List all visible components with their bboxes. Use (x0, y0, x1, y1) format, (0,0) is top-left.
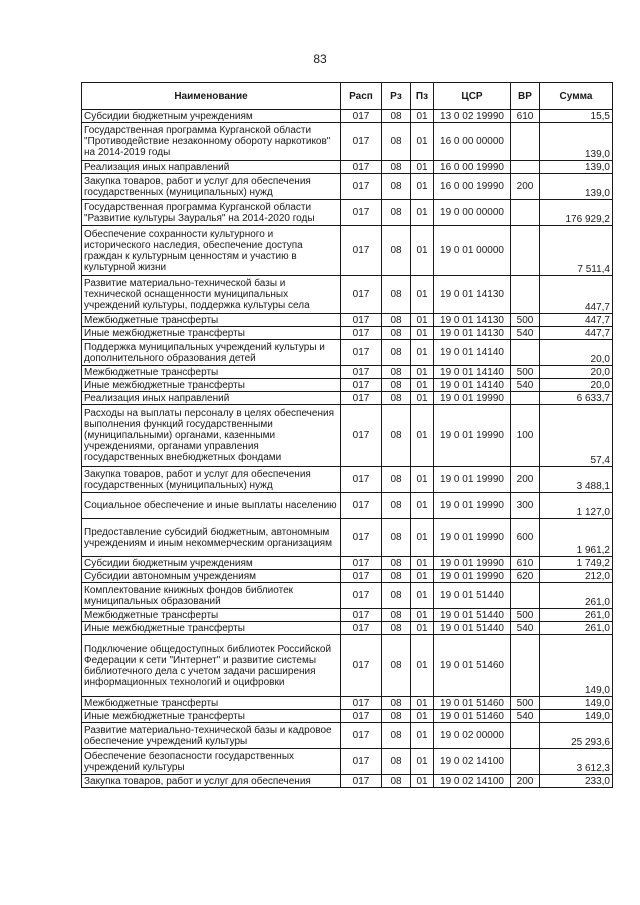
cell-pz: 01 (411, 340, 434, 366)
cell-pz: 01 (411, 570, 434, 583)
cell-rz: 08 (382, 622, 411, 635)
cell-sum: 20,0 (540, 379, 613, 392)
cell-pz: 01 (411, 110, 434, 123)
cell-pz: 01 (411, 635, 434, 697)
table-row (82, 493, 613, 519)
cell-pz: 01 (411, 161, 434, 174)
cell-pz: 01 (411, 710, 434, 723)
cell-vr (511, 123, 540, 161)
cell-vr: 600 (511, 519, 540, 557)
cell-pz: 01 (411, 392, 434, 405)
cell-csr: 19 0 01 19990 (434, 405, 511, 467)
cell-name: Межбюджетные трансферты (82, 314, 341, 327)
cell-vr (511, 723, 540, 749)
col-header-vr: ВР (511, 83, 540, 110)
cell-vr: 200 (511, 775, 540, 788)
table-row (82, 366, 613, 379)
cell-vr (511, 392, 540, 405)
table-row (82, 609, 613, 622)
cell-sum: 20,0 (540, 366, 613, 379)
cell-rasp: 017 (341, 226, 382, 276)
cell-rz: 08 (382, 379, 411, 392)
cell-name: Расходы на выплаты персоналу в целях обеспечения выполнения функций государственными (муниципальными) органами, казенными учреждениями, органами управления государственных внебюджетных фондами (82, 405, 341, 467)
cell-vr: 300 (511, 493, 540, 519)
table-row (82, 710, 613, 723)
table-row (82, 392, 613, 405)
cell-pz: 01 (411, 226, 434, 276)
cell-pz: 01 (411, 314, 434, 327)
table-row (82, 226, 613, 276)
table-row (82, 314, 613, 327)
cell-rz: 08 (382, 314, 411, 327)
cell-csr: 19 0 01 51460 (434, 710, 511, 723)
cell-rz: 08 (382, 200, 411, 226)
cell-vr: 540 (511, 710, 540, 723)
table-row (82, 583, 613, 609)
cell-name: Закупка товаров, работ и услуг для обеспечения государственных (муниципальных) нужд (82, 467, 341, 493)
cell-rasp: 017 (341, 710, 382, 723)
cell-name: Развитие материально-технической базы и технической оснащенности муниципальных учреждений культуры, поддержка культуры села (82, 276, 341, 314)
cell-rz: 08 (382, 467, 411, 493)
table-row (82, 276, 613, 314)
cell-sum: 3 612,3 (540, 749, 613, 775)
cell-pz: 01 (411, 405, 434, 467)
cell-pz: 01 (411, 276, 434, 314)
cell-rasp: 017 (341, 366, 382, 379)
cell-rz: 08 (382, 366, 411, 379)
table-row (82, 570, 613, 583)
cell-pz: 01 (411, 749, 434, 775)
cell-csr: 19 0 01 14130 (434, 327, 511, 340)
cell-rz: 08 (382, 493, 411, 519)
cell-pz: 01 (411, 723, 434, 749)
cell-sum: 139,0 (540, 161, 613, 174)
cell-vr: 540 (511, 379, 540, 392)
cell-rz: 08 (382, 710, 411, 723)
table-row (82, 519, 613, 557)
cell-vr: 500 (511, 314, 540, 327)
cell-sum: 25 293,6 (540, 723, 613, 749)
cell-vr: 610 (511, 110, 540, 123)
cell-vr: 540 (511, 327, 540, 340)
cell-vr: 500 (511, 609, 540, 622)
cell-name: Иные межбюджетные трансферты (82, 327, 341, 340)
cell-rasp: 017 (341, 161, 382, 174)
cell-vr: 620 (511, 570, 540, 583)
cell-pz: 01 (411, 557, 434, 570)
cell-name: Поддержка муниципальных учреждений культуры и дополнительного образования детей (82, 340, 341, 366)
cell-rasp: 017 (341, 635, 382, 697)
cell-csr: 19 0 01 14130 (434, 276, 511, 314)
cell-pz: 01 (411, 775, 434, 788)
cell-name: Реализация иных направлений (82, 161, 341, 174)
cell-name: Реализация иных направлений (82, 392, 341, 405)
cell-rz: 08 (382, 749, 411, 775)
cell-rz: 08 (382, 161, 411, 174)
cell-sum: 447,7 (540, 327, 613, 340)
cell-rz: 08 (382, 340, 411, 366)
cell-pz: 01 (411, 583, 434, 609)
cell-name: Подключение общедоступных библиотек Российской Федерации к сети "Интернет" и развитие системы библиотечного дела с учетом задачи расширения информационных технологий и оцифровки (82, 635, 341, 697)
cell-rasp: 017 (341, 340, 382, 366)
cell-sum: 15,5 (540, 110, 613, 123)
cell-rz: 08 (382, 392, 411, 405)
cell-csr: 19 0 01 51440 (434, 622, 511, 635)
cell-name: Субсидии бюджетным учреждениям (82, 110, 341, 123)
cell-sum: 212,0 (540, 570, 613, 583)
cell-sum: 261,0 (540, 609, 613, 622)
cell-rz: 08 (382, 405, 411, 467)
header-row (82, 83, 613, 110)
cell-vr: 100 (511, 405, 540, 467)
col-header-rz: Рз (382, 83, 411, 110)
cell-csr: 19 0 01 19990 (434, 493, 511, 519)
cell-csr: 16 0 00 19990 (434, 161, 511, 174)
cell-vr (511, 635, 540, 697)
cell-rasp: 017 (341, 174, 382, 200)
cell-name: Обеспечение безопасности государственных учреждений культуры (82, 749, 341, 775)
cell-rasp: 017 (341, 749, 382, 775)
cell-sum: 1 961,2 (540, 519, 613, 557)
cell-sum: 149,0 (540, 710, 613, 723)
cell-vr (511, 200, 540, 226)
cell-csr: 16 0 00 19990 (434, 174, 511, 200)
cell-sum: 233,0 (540, 775, 613, 788)
cell-rz: 08 (382, 697, 411, 710)
cell-rasp: 017 (341, 379, 382, 392)
cell-rasp: 017 (341, 519, 382, 557)
cell-rz: 08 (382, 276, 411, 314)
cell-rz: 08 (382, 775, 411, 788)
cell-vr (511, 749, 540, 775)
cell-pz: 01 (411, 609, 434, 622)
cell-rasp: 017 (341, 314, 382, 327)
cell-rz: 08 (382, 226, 411, 276)
cell-name: Субсидии автономным учреждениям (82, 570, 341, 583)
cell-csr: 19 0 01 14130 (434, 314, 511, 327)
cell-sum: 1 749,2 (540, 557, 613, 570)
cell-name: Межбюджетные трансферты (82, 366, 341, 379)
table-row (82, 697, 613, 710)
cell-rasp: 017 (341, 392, 382, 405)
cell-rz: 08 (382, 723, 411, 749)
cell-name: Развитие материально-технической базы и кадровое обеспечение учреждений культуры (82, 723, 341, 749)
cell-csr: 19 0 01 14140 (434, 340, 511, 366)
cell-csr: 19 0 01 51460 (434, 697, 511, 710)
cell-rz: 08 (382, 519, 411, 557)
cell-rasp: 017 (341, 405, 382, 467)
cell-pz: 01 (411, 622, 434, 635)
cell-rz: 08 (382, 635, 411, 697)
cell-sum: 149,0 (540, 635, 613, 697)
cell-rz: 08 (382, 570, 411, 583)
cell-sum: 447,7 (540, 314, 613, 327)
cell-rz: 08 (382, 123, 411, 161)
cell-csr: 19 0 01 51460 (434, 635, 511, 697)
table-row (82, 749, 613, 775)
cell-vr: 610 (511, 557, 540, 570)
cell-name: Межбюджетные трансферты (82, 609, 341, 622)
col-header-sum: Сумма (540, 83, 613, 110)
cell-rasp: 017 (341, 110, 382, 123)
col-header-pz: Пз (411, 83, 434, 110)
table-row (82, 379, 613, 392)
cell-sum: 57,4 (540, 405, 613, 467)
cell-sum: 139,0 (540, 174, 613, 200)
cell-csr: 19 0 01 51440 (434, 583, 511, 609)
cell-rz: 08 (382, 583, 411, 609)
table-row (82, 200, 613, 226)
cell-pz: 01 (411, 174, 434, 200)
cell-pz: 01 (411, 327, 434, 340)
table-row (82, 557, 613, 570)
cell-rz: 08 (382, 110, 411, 123)
table-row (82, 723, 613, 749)
cell-sum: 6 633,7 (540, 392, 613, 405)
budget-table (81, 82, 613, 788)
cell-rasp: 017 (341, 609, 382, 622)
table-row (82, 340, 613, 366)
cell-csr: 19 0 01 19990 (434, 557, 511, 570)
cell-name: Комплектование книжных фондов библиотек муниципальных образований (82, 583, 341, 609)
cell-sum: 447,7 (540, 276, 613, 314)
cell-csr: 19 0 01 19990 (434, 392, 511, 405)
cell-rz: 08 (382, 327, 411, 340)
cell-name: Предоставление субсидий бюджетным, автономным учреждениям и иным некоммерческим организациям (82, 519, 341, 557)
table-row (82, 174, 613, 200)
cell-rasp: 017 (341, 467, 382, 493)
cell-csr: 19 0 01 19990 (434, 519, 511, 557)
cell-name: Иные межбюджетные трансферты (82, 710, 341, 723)
cell-rasp: 017 (341, 570, 382, 583)
cell-rasp: 017 (341, 723, 382, 749)
cell-sum: 3 488,1 (540, 467, 613, 493)
cell-name: Субсидии бюджетным учреждениям (82, 557, 341, 570)
cell-csr: 19 0 01 14140 (434, 366, 511, 379)
cell-rasp: 017 (341, 200, 382, 226)
cell-vr: 500 (511, 697, 540, 710)
cell-sum: 261,0 (540, 583, 613, 609)
cell-sum: 20,0 (540, 340, 613, 366)
cell-vr (511, 161, 540, 174)
cell-sum: 149,0 (540, 697, 613, 710)
cell-pz: 01 (411, 379, 434, 392)
cell-csr: 13 0 02 19990 (434, 110, 511, 123)
cell-pz: 01 (411, 467, 434, 493)
cell-sum: 261,0 (540, 622, 613, 635)
cell-rasp: 017 (341, 493, 382, 519)
cell-vr (511, 226, 540, 276)
cell-rasp: 017 (341, 123, 382, 161)
cell-rasp: 017 (341, 583, 382, 609)
col-header-name: Наименование (82, 83, 341, 110)
cell-pz: 01 (411, 519, 434, 557)
cell-pz: 01 (411, 493, 434, 519)
cell-vr: 500 (511, 366, 540, 379)
cell-csr: 19 0 02 14100 (434, 775, 511, 788)
cell-rasp: 017 (341, 775, 382, 788)
cell-name: Государственная программа Курганской области "Противодействие незаконному обороту наркотиков" на 2014-2019 годы (82, 123, 341, 161)
cell-rasp: 017 (341, 327, 382, 340)
cell-pz: 01 (411, 200, 434, 226)
cell-csr: 19 0 01 51440 (434, 609, 511, 622)
cell-rz: 08 (382, 609, 411, 622)
cell-csr: 19 0 01 14140 (434, 379, 511, 392)
col-header-csr: ЦСР (434, 83, 511, 110)
cell-sum: 1 127,0 (540, 493, 613, 519)
cell-rz: 08 (382, 174, 411, 200)
cell-name: Иные межбюджетные трансферты (82, 622, 341, 635)
cell-name: Социальное обеспечение и иные выплаты населению (82, 493, 341, 519)
cell-name: Обеспечение сохранности культурного и исторического наследия, обеспечение доступа граждан к культурным ценностям и участию в культурной жизни (82, 226, 341, 276)
cell-vr: 540 (511, 622, 540, 635)
table-row (82, 327, 613, 340)
table-row (82, 161, 613, 174)
cell-vr: 200 (511, 174, 540, 200)
cell-sum: 176 929,2 (540, 200, 613, 226)
cell-csr: 16 0 00 00000 (434, 123, 511, 161)
cell-csr: 19 0 01 00000 (434, 226, 511, 276)
cell-rasp: 017 (341, 622, 382, 635)
cell-vr: 200 (511, 467, 540, 493)
table-row (82, 775, 613, 788)
cell-vr (511, 583, 540, 609)
table-row (82, 110, 613, 123)
cell-sum: 139,0 (540, 123, 613, 161)
cell-csr: 19 0 01 19990 (434, 570, 511, 583)
cell-rz: 08 (382, 557, 411, 570)
cell-rasp: 017 (341, 697, 382, 710)
cell-csr: 19 0 02 00000 (434, 723, 511, 749)
table-row (82, 405, 613, 467)
cell-name: Государственная программа Курганской области "Развитие культуры Зауралья" на 2014-2020 годы (82, 200, 341, 226)
cell-csr: 19 0 01 19990 (434, 467, 511, 493)
cell-sum: 7 511,4 (540, 226, 613, 276)
cell-pz: 01 (411, 697, 434, 710)
cell-name: Закупка товаров, работ и услуг для обеспечения (82, 775, 341, 788)
cell-name: Иные межбюджетные трансферты (82, 379, 341, 392)
table-row (82, 123, 613, 161)
cell-name: Межбюджетные трансферты (82, 697, 341, 710)
cell-vr (511, 340, 540, 366)
cell-csr: 19 0 02 14100 (434, 749, 511, 775)
col-header-rasp: Расп (341, 83, 382, 110)
cell-rasp: 017 (341, 557, 382, 570)
cell-pz: 01 (411, 123, 434, 161)
cell-pz: 01 (411, 366, 434, 379)
cell-vr (511, 276, 540, 314)
cell-csr: 19 0 00 00000 (434, 200, 511, 226)
cell-name: Закупка товаров, работ и услуг для обеспечения государственных (муниципальных) нужд (82, 174, 341, 200)
table-body (82, 110, 613, 788)
page-number: 83 (313, 52, 327, 66)
table-row (82, 635, 613, 697)
cell-rasp: 017 (341, 276, 382, 314)
table-row (82, 467, 613, 493)
table-row (82, 622, 613, 635)
